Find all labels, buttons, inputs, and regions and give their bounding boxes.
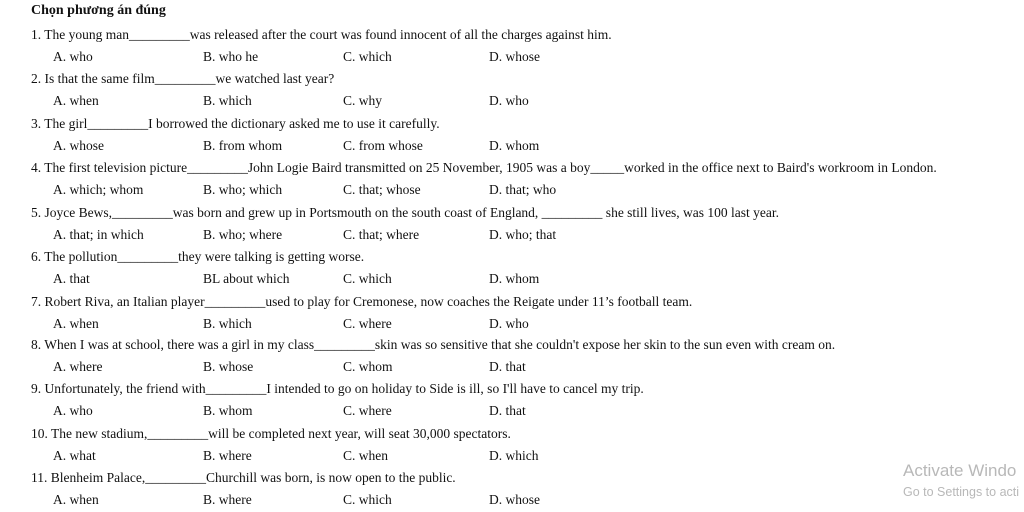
question-text: 7. Robert Riva, an Italian player_________used to play for Cremonese, now coaches the Reigate under 11’s football team. bbox=[31, 294, 693, 309]
answer-option-a: A. who bbox=[53, 49, 93, 64]
page-title: Chọn phương án đúng bbox=[31, 3, 166, 18]
activation-watermark-subtitle: Go to Settings to acti bbox=[903, 485, 1020, 499]
answer-option-a: A. what bbox=[53, 448, 96, 463]
question-text: 9. Unfortunately, the friend with_________I intended to go on holiday to Side is ill, so I'll have to cancel my trip. bbox=[31, 381, 644, 396]
answer-option-b: B. who; where bbox=[203, 227, 283, 242]
answer-option-d: D. whom bbox=[489, 138, 540, 153]
answer-option-a: A. where bbox=[53, 359, 103, 374]
answer-option-b: B. which bbox=[203, 316, 252, 331]
answer-option-b: B. whose bbox=[203, 359, 254, 374]
answer-option-b: B. who he bbox=[203, 49, 259, 64]
answer-option-b: BL about which bbox=[203, 271, 290, 286]
question-text: 2. Is that the same film_________we watched last year? bbox=[31, 71, 335, 86]
question-text: 6. The pollution_________they were talking is getting worse. bbox=[31, 249, 365, 264]
answer-option-b: B. from whom bbox=[203, 138, 283, 153]
answer-option-d: D. that bbox=[489, 403, 526, 418]
answer-option-c: C. whom bbox=[343, 359, 393, 374]
answer-option-a: A. that bbox=[53, 271, 90, 286]
answer-option-c: C. when bbox=[343, 448, 388, 463]
question-text: 8. When I was at school, there was a girl in my class_________skin was so sensitive that she couldn't expose her skin to the sun even with cream on. bbox=[31, 337, 836, 352]
answer-option-d: D. whom bbox=[489, 271, 540, 286]
answer-option-c: C. where bbox=[343, 403, 392, 418]
question-text: 3. The girl_________I borrowed the dictionary asked me to use it carefully. bbox=[31, 116, 440, 131]
answer-option-a: A. which; whom bbox=[53, 182, 144, 197]
answer-option-c: C. which bbox=[343, 492, 392, 507]
answer-option-b: B. which bbox=[203, 93, 252, 108]
answer-option-a: A. whose bbox=[53, 138, 104, 153]
answer-option-c: C. where bbox=[343, 316, 392, 331]
answer-option-d: D. that; who bbox=[489, 182, 557, 197]
answer-option-d: D. that bbox=[489, 359, 526, 374]
answer-option-d: D. who; that bbox=[489, 227, 557, 242]
activation-watermark-title: Activate Windo bbox=[903, 461, 1017, 480]
answer-option-c: C. that; whose bbox=[343, 182, 421, 197]
answer-option-d: D. who bbox=[489, 93, 529, 108]
answer-option-c: C. which bbox=[343, 271, 392, 286]
answer-option-c: C. that; where bbox=[343, 227, 420, 242]
answer-option-d: D. whose bbox=[489, 49, 540, 64]
question-text: 1. The young man_________was released after the court was found innocent of all the charges against him. bbox=[31, 27, 612, 42]
answer-option-c: C. from whose bbox=[343, 138, 423, 153]
answer-option-d: D. who bbox=[489, 316, 529, 331]
question-text: 11. Blenheim Palace,_________Churchill was born, is now open to the public. bbox=[31, 470, 456, 485]
answer-option-b: B. whom bbox=[203, 403, 253, 418]
answer-option-d: D. which bbox=[489, 448, 539, 463]
answer-option-a: A. who bbox=[53, 403, 93, 418]
answer-option-c: C. which bbox=[343, 49, 392, 64]
answer-option-b: B. where bbox=[203, 492, 252, 507]
answer-option-a: A. when bbox=[53, 93, 99, 108]
answer-option-a: A. that; in which bbox=[53, 227, 144, 242]
question-text: 4. The first television picture_________John Logie Baird transmitted on 25 November, 1905 was a boy_____worked in the office next to Baird's workroom in London. bbox=[31, 160, 937, 175]
answer-option-d: D. whose bbox=[489, 492, 540, 507]
answer-option-b: B. where bbox=[203, 448, 252, 463]
question-text: 5. Joyce Bews,_________was born and grew up in Portsmouth on the south coast of England, _________ she still lives, was 100 last year. bbox=[31, 205, 780, 220]
answer-option-a: A. when bbox=[53, 316, 99, 331]
answer-option-a: A. when bbox=[53, 492, 99, 507]
answer-option-b: B. who; which bbox=[203, 182, 283, 197]
question-text: 10. The new stadium,_________will be completed next year, will seat 30,000 spectators. bbox=[31, 426, 511, 441]
answer-option-c: C. why bbox=[343, 93, 383, 108]
